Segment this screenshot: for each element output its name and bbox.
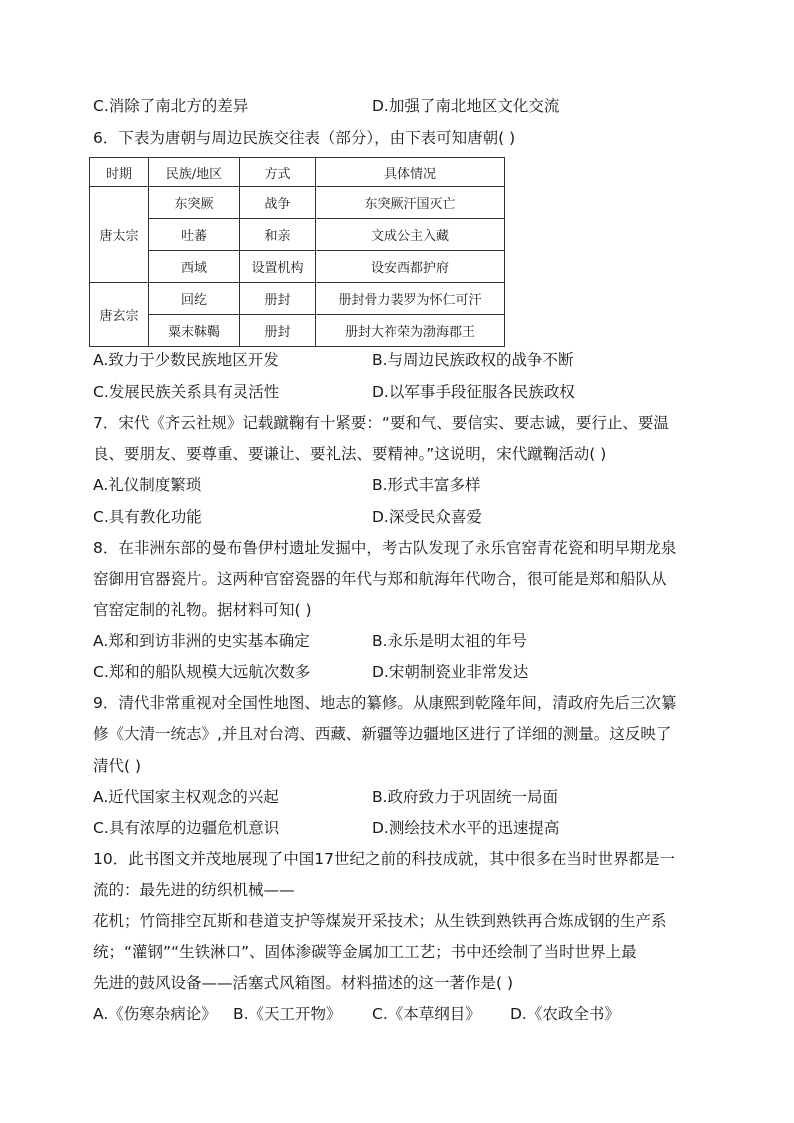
tang-relations-table [89, 157, 505, 347]
table-cell: 东突厥 [149, 187, 240, 219]
q7-stem-line2: 良、要朋友、要尊重、要谦让、要礼法、要精神。”这说明，宋代蹴鞠活动( ) [93, 445, 607, 463]
q8-stem-line3: 官窑定制的礼物。据材料可知( ) [93, 601, 312, 619]
q5-option-d[interactable]: D.加强了南北地区文化交流 [372, 97, 560, 115]
table-row [90, 187, 505, 219]
q10-option-a[interactable]: A.《伤寒杂病论》 [93, 1005, 217, 1023]
header-period: 时期 [90, 158, 149, 187]
q6-option-d[interactable]: D.以军事手段征服各民族政权 [372, 383, 575, 401]
q10-option-b[interactable]: B.《天工开物》 [233, 1005, 342, 1023]
q8-option-d[interactable]: D.宋朝制瓷业非常发达 [372, 663, 529, 681]
table-cell: 东突厥汗国灭亡 [316, 187, 505, 219]
q8-option-b[interactable]: B.永乐是明太祖的年号 [372, 632, 528, 650]
q7-option-a[interactable]: A.礼仪制度繁琐 [93, 476, 202, 494]
table-cell: 册封 [240, 283, 316, 315]
table-row [90, 251, 505, 283]
q7-option-d[interactable]: D.深受民众喜爱 [372, 508, 482, 526]
q7-stem-line1: 7．宋代《齐云社规》记载蹴鞠有十紧要：“要和气、要信实、要志诚，要行止、要温 [93, 414, 669, 432]
q10-stem-line2: 流的：最先进的纺织机械—— [93, 881, 295, 899]
q6-option-c[interactable]: C.发展民族关系具有灵活性 [93, 383, 280, 401]
header-ethnic-region: 民族/地区 [149, 158, 240, 187]
q8-stem-line1: 8．在非洲东部的曼布鲁伊村遗址发掘中，考古队发现了永乐官窑青花瓷和明早期龙泉 [93, 539, 677, 557]
q8-option-c[interactable]: C.郑和的船队规模大远航次数多 [93, 663, 311, 681]
table-cell: 和亲 [240, 219, 316, 251]
q5-option-c[interactable]: C.消除了南北方的差异 [93, 97, 249, 115]
q9-option-c[interactable]: C.具有浓厚的边疆危机意识 [93, 819, 280, 837]
q9-stem-line3: 清代( ) [93, 757, 142, 775]
q7-option-b[interactable]: B.形式丰富多样 [372, 476, 481, 494]
q9-stem-line2: 修《大清一统志》,并且对台湾、西藏、新疆等边疆地区进行了详细的测量。这反映了 [93, 725, 672, 743]
q9-option-d[interactable]: D.测绘技术水平的迅速提高 [372, 819, 560, 837]
table-cell: 西域 [149, 251, 240, 283]
table-header-row [90, 158, 505, 187]
q10-stem-line5: 先进的鼓风设备——活塞式风箱图。材料描述的这一著作是( ) [93, 974, 514, 992]
table-cell: 战争 [240, 187, 316, 219]
q6-stem: 6．下表为唐朝与周边民族交往表（部分），由下表可知唐朝( ) [93, 129, 516, 147]
table-cell: 设安西都护府 [316, 251, 505, 283]
table-cell: 册封 [240, 315, 316, 347]
table-cell: 回纥 [149, 283, 240, 315]
table-cell: 设置机构 [240, 251, 316, 283]
table-cell: 册封大祚荣为渤海郡王 [316, 315, 505, 347]
period-cell: 唐玄宗 [90, 283, 149, 347]
q10-stem-line1: 10．此书图文并茂地展现了中国17世纪之前的科技成就，其中很多在当时世界都是一 [93, 850, 675, 868]
q10-option-d[interactable]: D.《农政全书》 [510, 1005, 620, 1023]
q8-option-a[interactable]: A.郑和到访非洲的史实基本确定 [93, 632, 310, 650]
table-row [90, 315, 505, 347]
header-method: 方式 [240, 158, 316, 187]
q9-option-b[interactable]: B.政府致力于巩固统一局面 [372, 788, 559, 806]
table-cell: 吐蕃 [149, 219, 240, 251]
q9-option-a[interactable]: A.近代国家主权观念的兴起 [93, 788, 279, 806]
table-row [90, 219, 505, 251]
q7-option-c[interactable]: C.具有教化功能 [93, 508, 202, 526]
table-cell: 册封骨力裴罗为怀仁可汗 [316, 283, 505, 315]
q10-stem-line3: 花机；竹筒排空瓦斯和巷道支护等煤炭开采技术；从生铁到熟铁再合炼成钢的生产系 [93, 912, 667, 930]
table-cell: 文成公主入藏 [316, 219, 505, 251]
q10-stem-line4: 统；“灌钢”“生铁淋口”、固体渗碳等金属加工工艺；书中还绘制了当时世界上最 [93, 943, 637, 961]
table-row [90, 283, 505, 315]
table-cell: 粟末靺鞨 [149, 315, 240, 347]
header-details: 具体情况 [316, 158, 505, 187]
period-cell: 唐太宗 [90, 187, 149, 283]
q8-stem-line2: 窑御用官器瓷片。这两种官窑瓷器的年代与郑和航海年代吻合，很可能是郑和船队从 [93, 570, 667, 588]
q6-option-b[interactable]: B.与周边民族政权的战争不断 [372, 351, 574, 369]
q6-option-a[interactable]: A.致力于少数民族地区开发 [93, 351, 279, 369]
q9-stem-line1: 9．清代非常重视对全国性地图、地志的纂修。从康熙到乾隆年间，清政府先后三次纂 [93, 694, 677, 712]
q10-option-c[interactable]: C.《本草纲目》 [372, 1005, 481, 1023]
